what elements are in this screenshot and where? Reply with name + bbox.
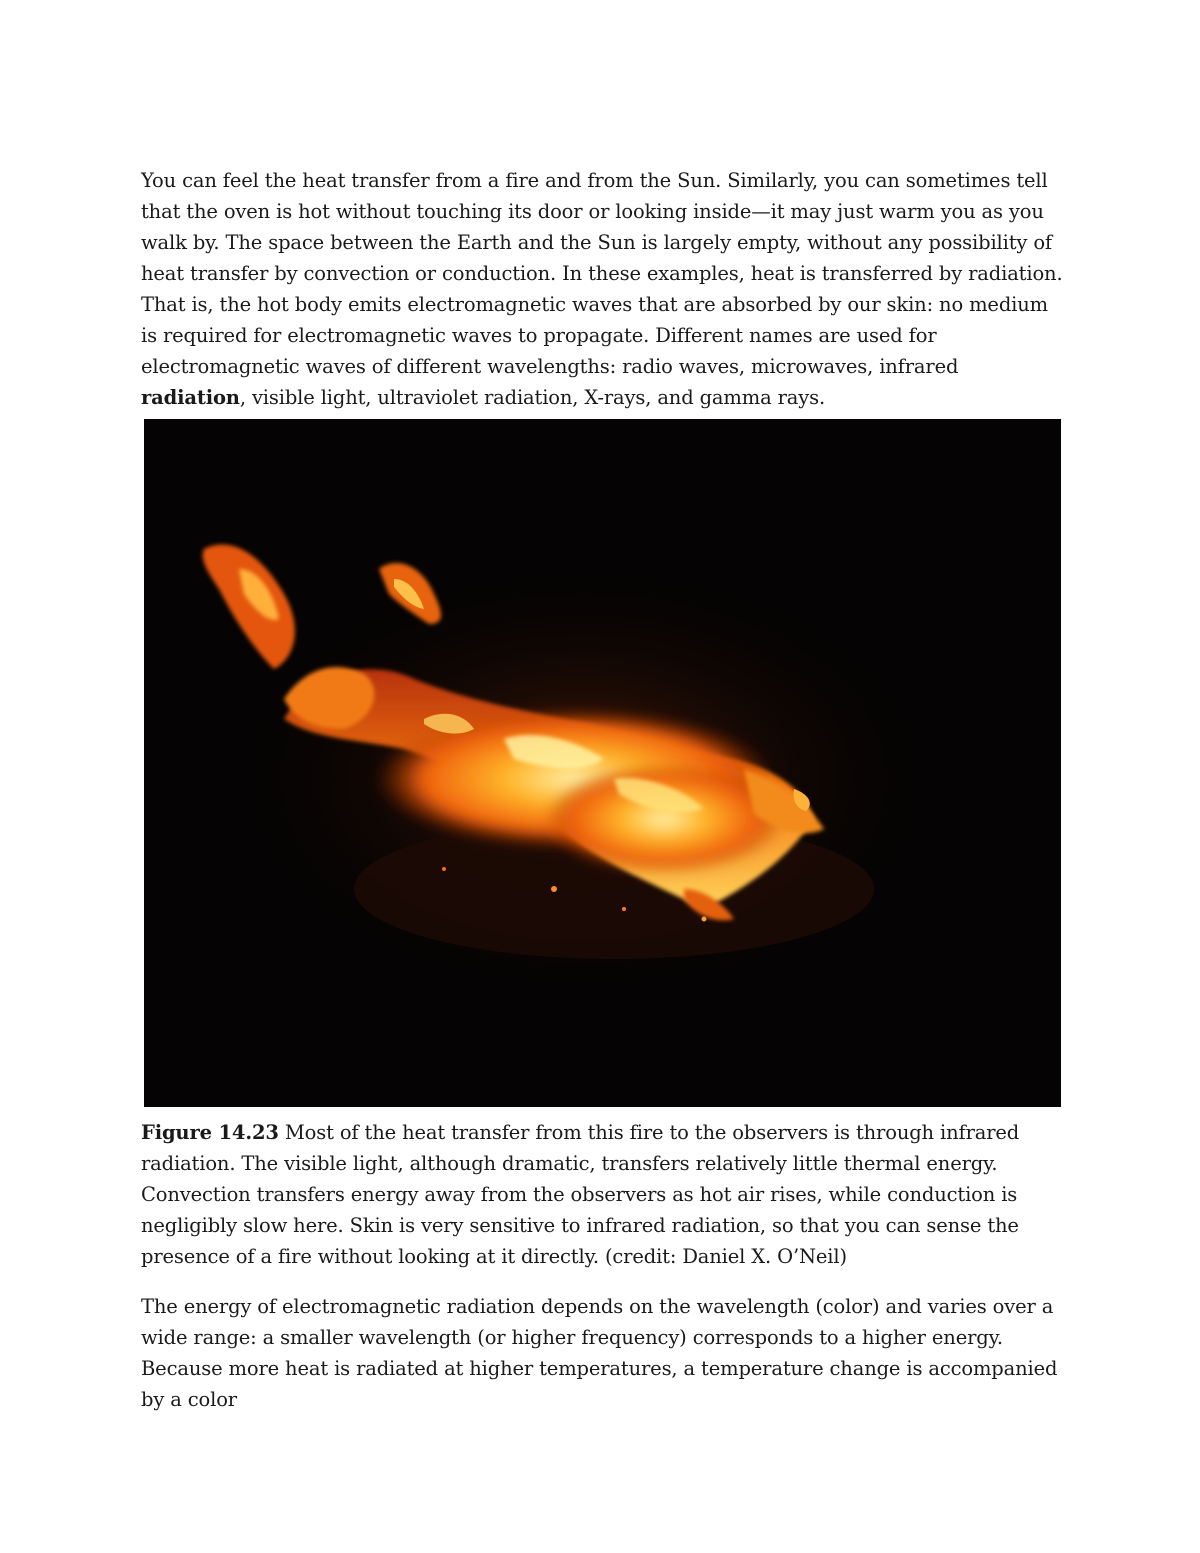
radiation-term: radiation <box>141 386 240 409</box>
fire-photo <box>144 419 1061 1107</box>
figure-label: Figure 14.23 <box>141 1121 279 1144</box>
figure-caption <box>141 1117 1066 1272</box>
document-page <box>141 165 1066 1415</box>
energy-paragraph: The energy of electromagnetic radiation depends on the wavelength (color) and varies over a wide range: a smaller wavelength (or higher frequency) corresponds to a higher energy. Because more heat is radiated at higher temperatures, a temperature change is accompanied by a color <box>141 1295 1058 1411</box>
intro-paragraph <box>141 165 1066 413</box>
intro-text: You can feel the heat transfer from a fire and from the Sun. Similarly, you can sometimes tell that the oven is hot without touching its door or looking inside—it may just warm you as you walk by. The space between the Earth and the Sun is largely empty, without any possibility of heat transfer by convection or conduction. In these examples, heat is transferred by radiation. That is, the hot body emits electromagnetic waves that are absorbed by our skin: no medium is required for electromagnetic waves to propagate. Different names are used for electromagnetic waves of different wavelengths: radio waves, microwaves, infrared <box>141 169 1063 378</box>
intro-text-end: , visible light, ultraviolet radiation, X-rays, and gamma rays. <box>239 386 826 409</box>
figure-caption-text: Most of the heat transfer from this fire to the observers is through infrared radiation. The visible light, although dramatic, transfers relatively little thermal energy. Convection transfers energy away from the observers as hot air rises, while conduction is negligibly slow here. Skin is very sensitive to infrared radiation, so that you can sense the presence of a fire without looking at it directly. (credit: Daniel X. O’Neil) <box>141 1121 1020 1268</box>
